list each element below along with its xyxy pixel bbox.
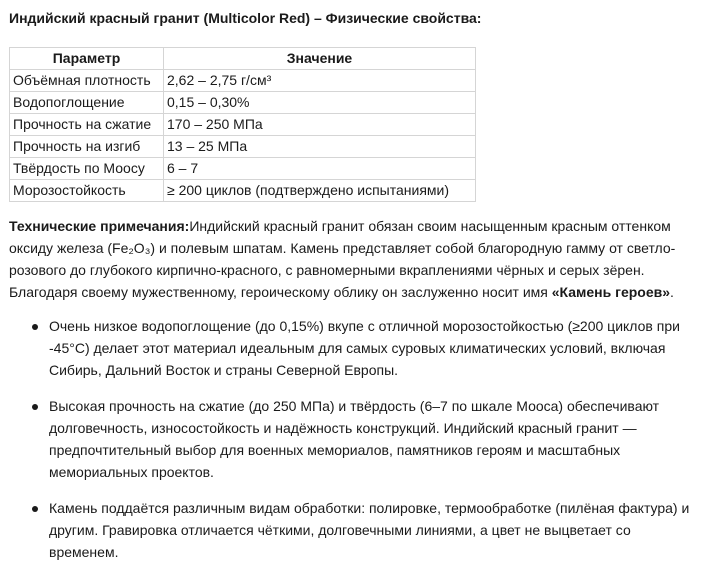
technical-notes	[9, 215, 699, 303]
param-cell: Объёмная плотность	[10, 70, 164, 92]
list-item-text: Очень низкое водопоглощение (до 0,15%) вкупе с отличной морозостойкостью (≥200 циклов при -45°C) делает этот материал идеальным для самых суровых климатических условий, включая Сибирь, Дальний Восток и страны Северной Европы.	[49, 318, 680, 378]
table-row	[10, 180, 476, 202]
bullet-icon	[32, 506, 38, 512]
param-cell: Водопоглощение	[10, 92, 164, 114]
properties-table	[9, 47, 476, 202]
notes-highlight: «Камень героев»	[551, 284, 671, 300]
table-row	[10, 92, 476, 114]
table-row	[10, 70, 476, 92]
header-value: Значение	[164, 48, 476, 70]
table-row	[10, 114, 476, 136]
value-cell: 0,15 – 0,30%	[164, 92, 476, 114]
param-cell: Твёрдость по Моосу	[10, 158, 164, 180]
table-row	[10, 158, 476, 180]
table-header-row	[10, 48, 476, 70]
table-row	[10, 136, 476, 158]
bullet-icon	[32, 324, 38, 330]
value-cell: 6 – 7	[164, 158, 476, 180]
list-item	[49, 315, 699, 381]
value-cell: 2,62 – 2,75 г/см³	[164, 70, 476, 92]
notes-text: Индийский красный гранит обязан своим насыщенным красным оттенком оксиду железа (Fe₂O₃) и полевым шпатам. Камень представляет собой благородную гамму от светло-розового до глубокого кирпично-красного, с равномерными вкраплениями чёрных и серых зёрен. Благодаря своему мужественному, героическому облику он заслуженно носит имя	[9, 218, 676, 300]
list-item-text: Камень поддаётся различным видам обработки: полировке, термообработке (пилёная фактура) и другим. Гравировка отличается чёткими, долговечными линиями, а цвет не выцветает со временем.	[49, 500, 690, 560]
header-parameter: Параметр	[10, 48, 164, 70]
document-title: Индийский красный гранит (Multicolor Red) – Физические свойства:	[9, 10, 482, 26]
param-cell: Прочность на сжатие	[10, 114, 164, 136]
param-cell: Прочность на изгиб	[10, 136, 164, 158]
notes-end: .	[670, 284, 674, 300]
value-cell: 13 – 25 МПа	[164, 136, 476, 158]
notes-heading: Технические примечания:	[9, 218, 190, 234]
bullet-list	[9, 315, 699, 563]
param-cell: Морозостойкость	[10, 180, 164, 202]
list-item	[49, 395, 699, 483]
bullet-icon	[32, 404, 38, 410]
list-item-text: Высокая прочность на сжатие (до 250 МПа) и твёрдость (6–7 по шкале Мооса) обеспечивают долговечность, износостойкость и надёжность конструкций. Индийский красный гранит — предпочтительный выбор для военных мемориалов, памятников героям и масштабных мемориальных проектов.	[49, 398, 660, 480]
list-item	[49, 497, 699, 563]
value-cell: 170 – 250 МПа	[164, 114, 476, 136]
value-cell: ≥ 200 циклов (подтверждено испытаниями)	[164, 180, 476, 202]
